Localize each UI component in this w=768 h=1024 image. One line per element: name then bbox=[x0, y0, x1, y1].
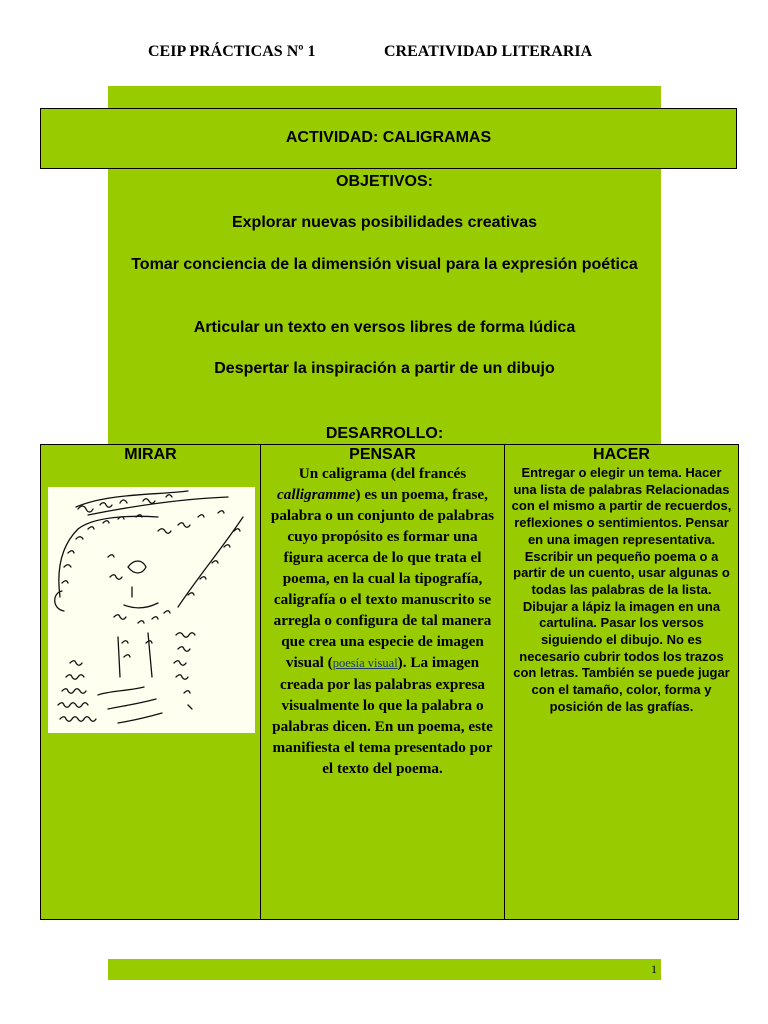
title-box bbox=[40, 108, 737, 169]
pensar-heading: PENSAR bbox=[349, 446, 416, 463]
pensar-text-part: ). La imagen creada por las palabras expresa visualmente lo que la palabra o palabras dicen. En un poema, este manifiesta el tema presentado por el texto del poema. bbox=[272, 654, 493, 777]
desarrollo-heading: DESARROLLO: bbox=[325, 425, 444, 442]
objectives-heading: OBJETIVOS: bbox=[336, 173, 433, 190]
hacer-text: Entregar o elegir un tema. Hacer una lista de palabras Relacionadas con el mismo a partir de recuerdos, reflexiones o sentimientos. Pensar en una imagen representativa. Escribir un pequeño poema o a partir de un cuento, usar algunas o todas las palabras de la lista. Dibujar a lápiz la imagen en una cartulina. Pasar los versos siguiendo el dibujo. No es necesario cubrir todos los trazos con letras. También se puede jugar con el tamaño, color, forma y posición de las grafías. bbox=[511, 465, 732, 714]
activity-title: ACTIVIDAD: CALIGRAMAS bbox=[285, 129, 492, 146]
mirar-heading: MIRAR bbox=[124, 446, 177, 463]
school-name: CEIP PRÁCTICAS Nº 1 bbox=[148, 43, 316, 60]
poesia-visual-link[interactable]: poesía visual bbox=[332, 656, 398, 670]
pensar-text-part: Un caligrama (del francés bbox=[298, 465, 467, 482]
pensar-text bbox=[261, 463, 504, 779]
pensar-text-italic: calligramme bbox=[277, 486, 356, 503]
objective-item: Despertar la inspiración a partir de un dibujo bbox=[214, 360, 555, 377]
hacer-heading: HACER bbox=[593, 446, 650, 463]
activity-table bbox=[40, 444, 739, 920]
objective-item: Tomar conciencia de la dimensión visual para la expresión poética bbox=[131, 256, 638, 273]
subject-name: CREATIVIDAD LITERARIA bbox=[384, 43, 593, 60]
mirar-column bbox=[41, 445, 261, 919]
footer-bar bbox=[108, 959, 661, 980]
hacer-column bbox=[505, 445, 738, 919]
page-number: 1 bbox=[651, 962, 657, 976]
objective-item: Articular un texto en versos libres de forma lúdica bbox=[193, 319, 576, 336]
pensar-text-part: ) es un poema, frase, palabra o un conjunto de palabras cuyo propósito es formar una figura acerca de lo que trata el poema, en la cual la tipografía, caligrafía o el texto manuscrito se arregla o configura de tal manera que crea una especie de imagen visual ( bbox=[270, 486, 495, 671]
objective-item: Explorar nuevas posibilidades creativas bbox=[231, 214, 538, 231]
pensar-column bbox=[261, 445, 505, 919]
calligram-image bbox=[48, 487, 255, 733]
